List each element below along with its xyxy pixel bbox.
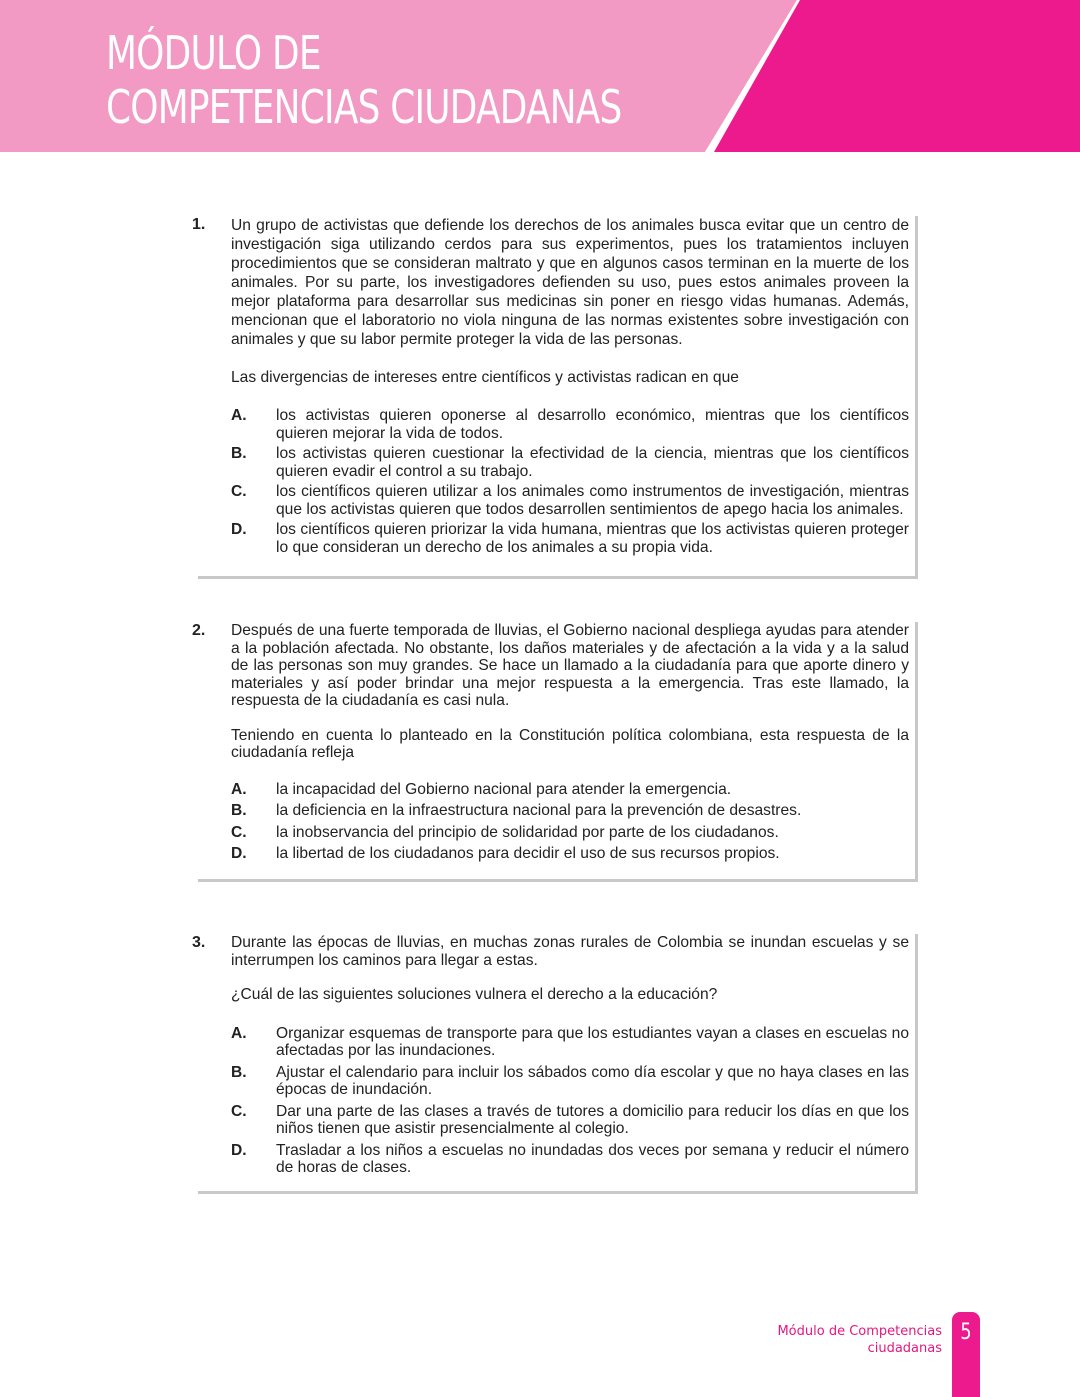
question-number: 2. [192,622,206,639]
header-title-line2: COMPETENCIAS CIUDADANAS [106,80,622,134]
option-letter: B. [231,1063,247,1081]
option-text: la inobservancia del principio de solidaridad por parte de los ciudadanos. [276,823,779,841]
answer-options [231,781,909,863]
option-letter: D. [231,1141,247,1159]
option-letter: A. [231,1024,247,1042]
option-letter: D. [231,521,247,538]
option-letter: D. [231,845,247,862]
option-letter: C. [231,483,247,500]
option-text: Dar una parte de las clases a través de tutores a domicilio para reducir los días en que los niños tienen que asistir presencialmente al colegio. [276,1102,909,1137]
option-text: la deficiencia en la infraestructura nacional para la prevención de desastres. [276,802,802,819]
option-letter: C. [231,1102,247,1120]
question-context: Un grupo de activistas que defiende los derechos de los animales busca evitar que un centro de investigación siga utilizando cerdos para sus experimentos, pues los tratamientos incluyen procedimientos que se consideran maltrato y que en algunos casos terminan en la muerte de los animales. Por su parte, los investigadores defienden su uso, pues estos animales proveen la mejor plataforma para desarrollar sus medicinas sin poner en riesgo vidas humanas. Además, mencionan que el laboratorio no viola ninguna de las normas existentes sobre investigación con animales y que su labor permite proteger la vida de las personas. [231,217,909,348]
question-number: 3. [192,934,206,951]
option-d[interactable] [231,845,909,863]
option-text: los activistas quieren oponerse al desarrollo económico, mientras que los científicos quieren mejorar la vida de todos. [276,407,909,442]
option-c[interactable] [231,824,909,842]
header-title-line1: MÓDULO DE [106,26,321,80]
header-banner [0,0,1080,152]
option-b[interactable] [231,445,909,480]
page-number: 5 [960,1320,972,1345]
footer-module-title [777,1323,942,1357]
question-number: 1. [192,216,206,233]
option-text: Organizar esquemas de transporte para que los estudiantes vayan a clases en escuelas no afectadas por las inundaciones. [276,1024,909,1059]
option-b[interactable] [231,802,909,820]
option-a[interactable] [231,1025,909,1060]
option-letter: A. [231,407,247,424]
option-text: Ajustar el calendario para incluir los sábados como día escolar y que no haya clases en las épocas de inundación. [276,1063,909,1098]
option-letter: B. [231,445,247,462]
option-c[interactable] [231,1103,909,1138]
footer-line1: Módulo de Competencias [777,1324,942,1339]
option-letter: B. [231,802,247,819]
option-text: los activistas quieren cuestionar la efectividad de la ciencia, mientras que los científicos quieren evadir el control a su trabajo. [276,445,909,480]
option-text: la libertad de los ciudadanos para decidir el uso de sus recursos propios. [276,845,780,862]
footer-line2: ciudadanas [867,1341,942,1356]
page-number-tab [952,1312,980,1397]
option-text: los científicos quieren utilizar a los animales como instrumentos de investigación, mientras que los activistas quieren que todos desarrollen sentimientos de apego hacia los animales. [276,483,909,518]
option-letter: C. [231,823,247,841]
question-stem: ¿Cuál de las siguientes soluciones vulnera el derecho a la educación? [231,986,718,1003]
question-body [231,934,909,1181]
option-c[interactable] [231,483,909,518]
option-d[interactable] [231,521,909,556]
option-d[interactable] [231,1142,909,1177]
option-text: Trasladar a los niños a escuelas no inundadas dos veces por semana y reducir el número de horas de clases. [276,1141,909,1176]
question-context: Durante las épocas de lluvias, en muchas zonas rurales de Colombia se inundan escuelas y se interrumpen los caminos para llegar a estas. [231,934,909,969]
question-1 [190,216,920,579]
question-stem: Teniendo en cuenta lo planteado en la Constitución política colombiana, esta respuesta de la ciudadanía refleja [231,726,909,761]
question-3 [190,934,920,1194]
option-text: la incapacidad del Gobierno nacional para atender la emergencia. [276,780,732,798]
question-body [231,216,909,559]
question-stem: Las divergencias de intereses entre científicos y activistas radican en que [231,369,739,386]
option-b[interactable] [231,1064,909,1099]
question-context: Después de una fuerte temporada de lluvias, el Gobierno nacional despliega ayudas para atender a la población afectada. No obstante, los daños materiales y de afectación a la vida y a la salud de las personas son muy grandes. Se hace un llamado a la ciudadanía para que aporte dinero y materiales y así poder brindar una mejor respuesta a la emergencia. Tras este llamado, la respuesta de la ciudadanía es casi nula. [231,622,909,709]
option-letter: A. [231,780,247,798]
question-2 [190,622,920,882]
option-a[interactable] [231,781,909,799]
option-text: los científicos quieren priorizar la vida humana, mientras que los activistas quieren proteger lo que consideran un derecho de los animales a su propia vida. [276,521,909,556]
answer-options [231,407,909,556]
question-body [231,622,909,867]
answer-options [231,1025,909,1177]
option-a[interactable] [231,407,909,442]
